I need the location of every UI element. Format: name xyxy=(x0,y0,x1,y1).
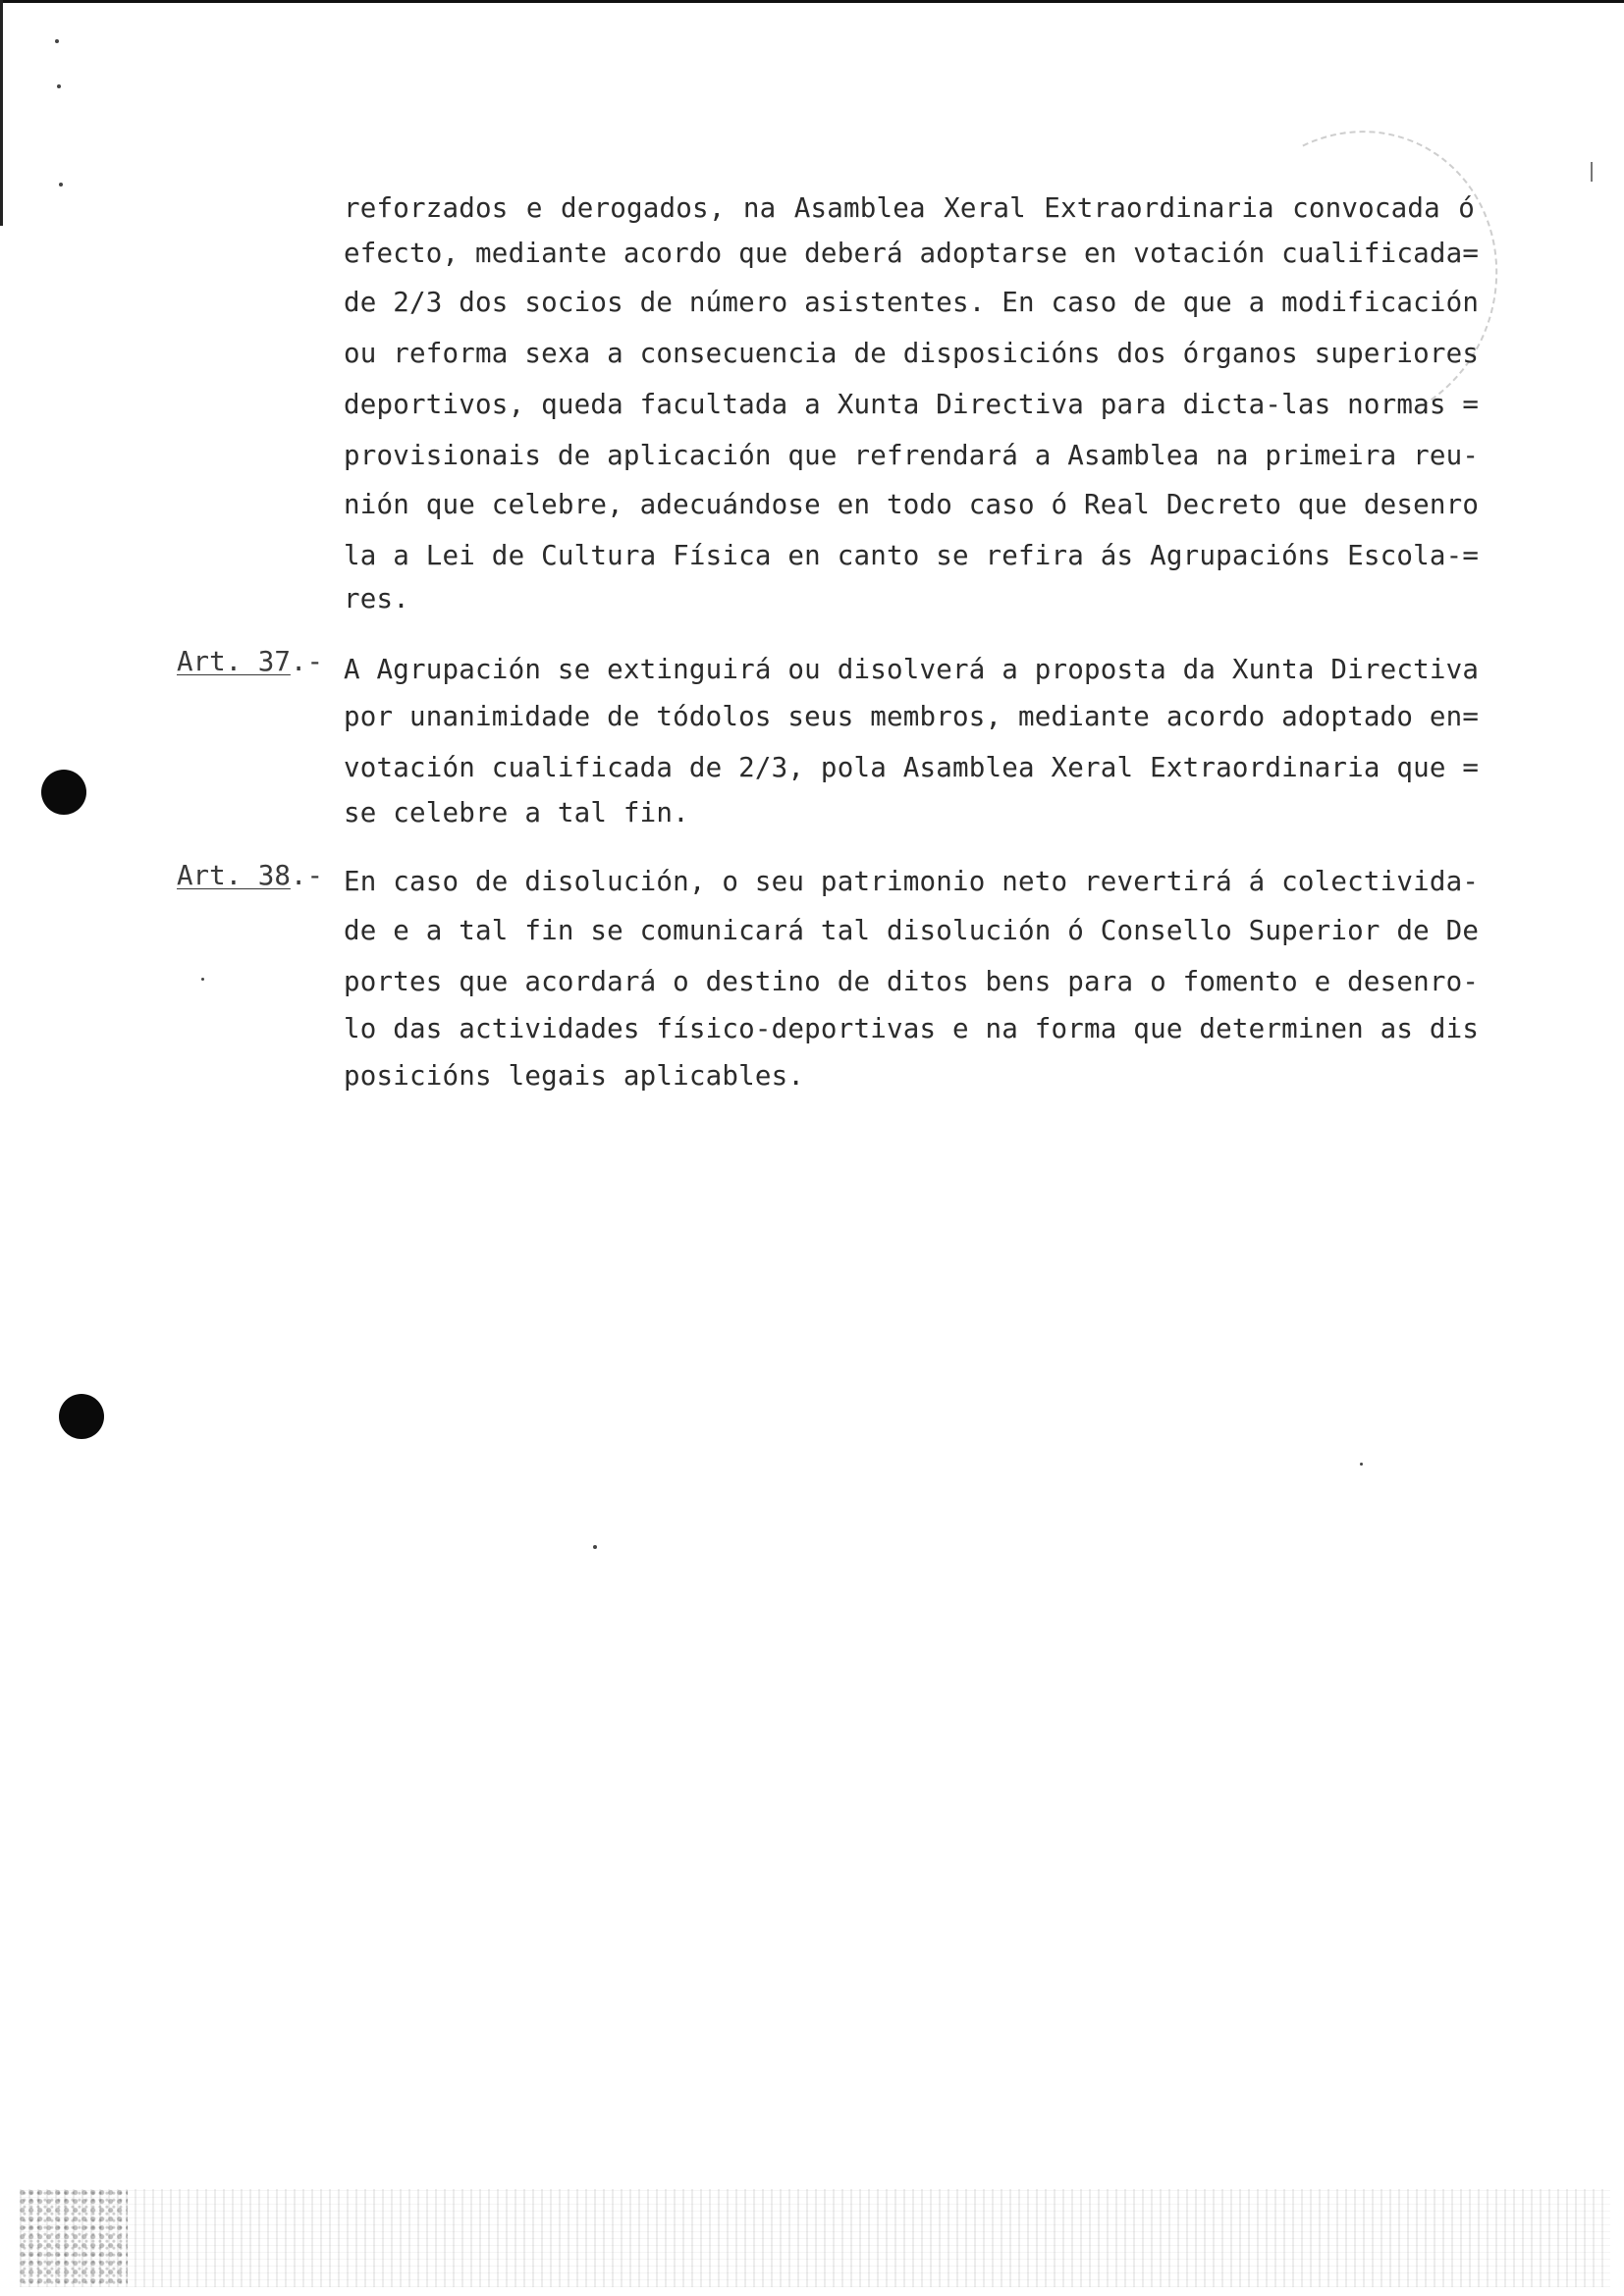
scan-speck xyxy=(57,84,61,88)
text-line: En caso de disolución, o seu patrimonio neto revertirá á colectivida- xyxy=(344,866,1480,897)
text-line: res. xyxy=(344,583,410,614)
scan-speck xyxy=(201,978,204,981)
text-line: nión que celebre, adecuándose en todo caso ó Real Decreto que desenro xyxy=(344,489,1480,520)
article-number: Art. 38 xyxy=(177,860,291,891)
text-line: A Agrupación se extinguirá ou disolverá a proposta da Xunta Directiva xyxy=(344,654,1480,685)
scan-speck xyxy=(59,183,63,187)
text-line: efecto, mediante acordo que deberá adoptarse en votación cualificada= xyxy=(344,238,1480,269)
scan-speck xyxy=(1360,1463,1363,1466)
scan-noise-strip xyxy=(20,2189,1610,2287)
punch-hole-upper xyxy=(41,770,86,815)
text-line: lo das actividades físico-deportivas e na forma que determinen as dis xyxy=(344,1013,1480,1044)
scan-noise-corner xyxy=(20,2189,128,2287)
text-line: provisionais de aplicación que refrendará a Asamblea na primeira reu- xyxy=(344,440,1480,471)
text-line: posicións legais aplicables. xyxy=(344,1060,805,1092)
article-label xyxy=(177,858,323,893)
text-line: portes que acordará o destino de ditos bens para o fomento e desenro- xyxy=(344,966,1480,997)
article-separator: .- xyxy=(290,646,324,677)
scan-left-edge xyxy=(0,0,3,226)
text-line: votación cualificada de 2/3, pola Asamblea Xeral Extraordinaria que = xyxy=(344,752,1480,783)
text-line: deportivos, queda facultada a Xunta Directiva para dicta-las normas = xyxy=(344,389,1480,420)
scan-speck xyxy=(55,39,59,43)
text-line: reforzados e derogados, na Asamblea Xeral Extraordinaria convocada ó xyxy=(344,192,1475,224)
text-line: de e a tal fin se comunicará tal disolución ó Consello Superior de De xyxy=(344,915,1480,946)
text-line: por unanimidade de tódolos seus membros, mediante acordo adoptado en= xyxy=(344,701,1480,732)
text-line: la a Lei de Cultura Física en canto se refira ás Agrupacións Escola-= xyxy=(344,540,1480,571)
text-line: ou reforma sexa a consecuencia de disposicións dos órganos superiores xyxy=(344,338,1480,369)
scan-top-edge xyxy=(0,0,1624,3)
article-number: Art. 37 xyxy=(177,646,291,677)
scan-right-mark xyxy=(1591,162,1593,182)
article-separator: .- xyxy=(290,860,324,891)
article-label xyxy=(177,644,323,679)
scan-speck xyxy=(593,1545,597,1549)
punch-hole-lower xyxy=(59,1394,104,1439)
text-line: de 2/3 dos socios de número asistentes. En caso de que a modificación xyxy=(344,287,1480,318)
text-line: se celebre a tal fin. xyxy=(344,797,689,828)
